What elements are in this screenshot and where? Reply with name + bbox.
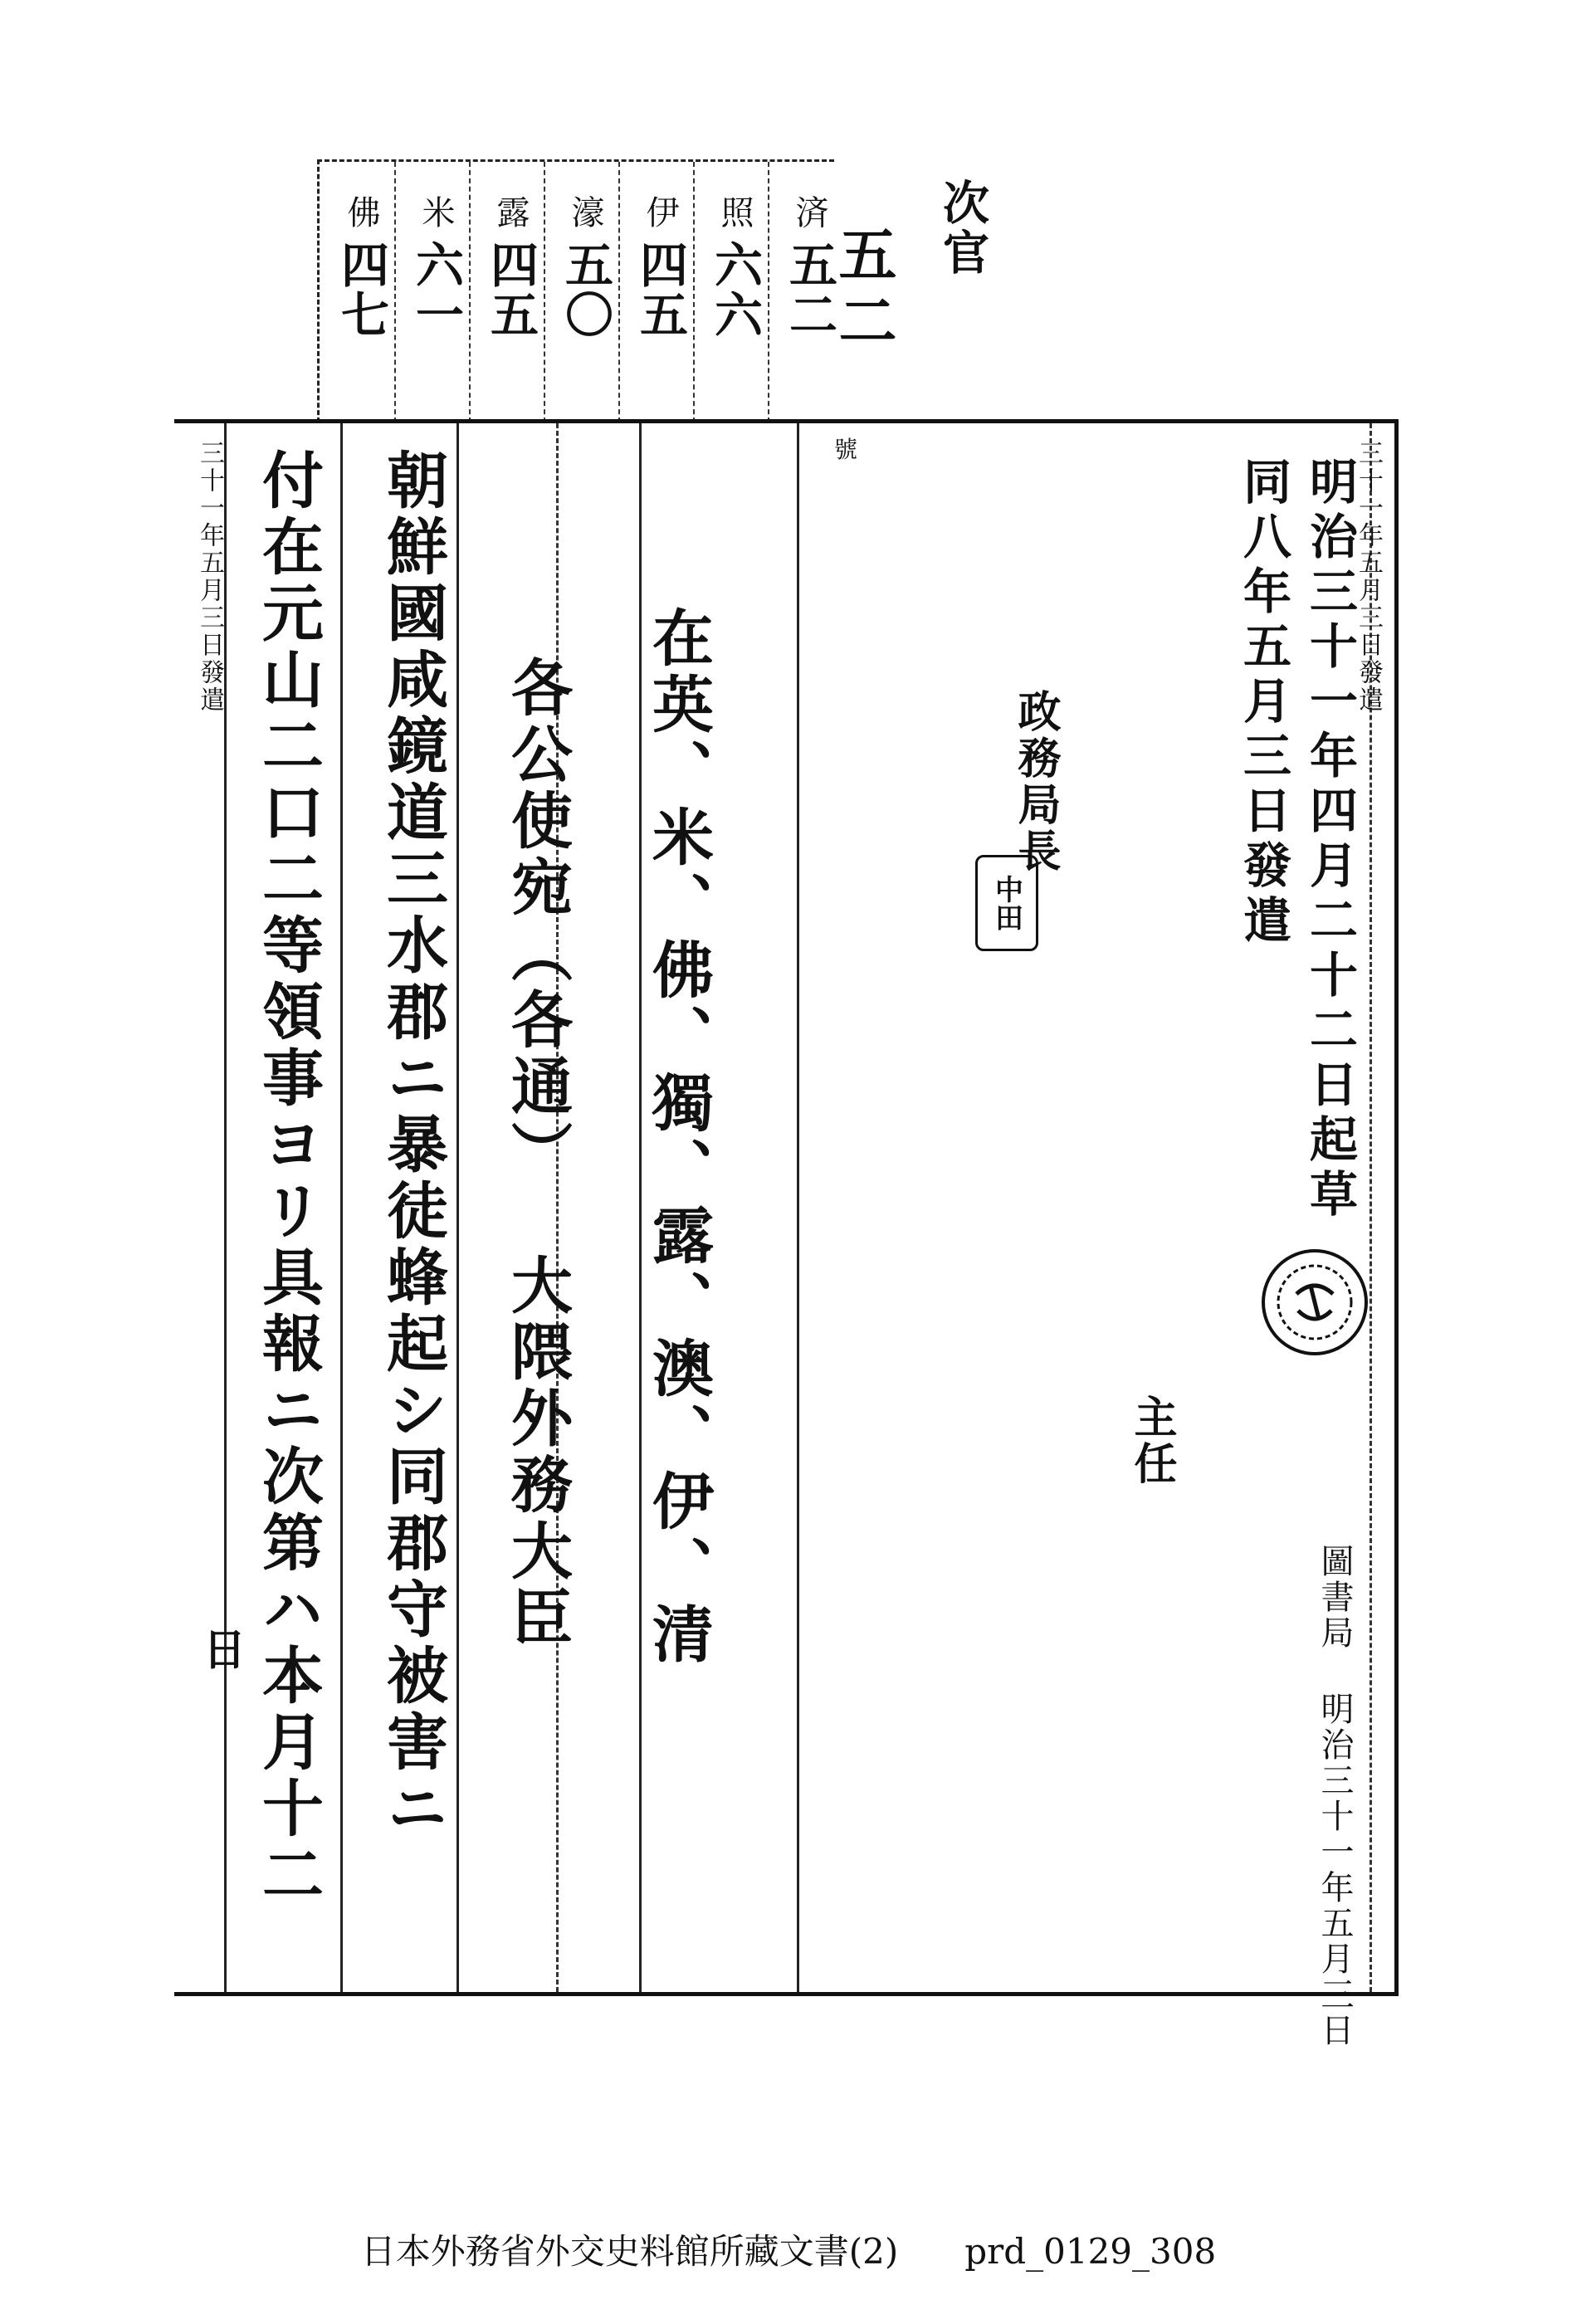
slip-column bbox=[632, 195, 688, 339]
slip-divider bbox=[693, 162, 695, 422]
approval-seal bbox=[1262, 1249, 1368, 1355]
slip-column bbox=[333, 195, 389, 339]
slip-label: 済 bbox=[790, 195, 828, 232]
date-sent-text: 八年五月三日發遣 bbox=[1235, 511, 1291, 950]
form-rule bbox=[224, 423, 227, 1992]
slip-number: 四五 bbox=[482, 240, 539, 339]
slip-column bbox=[482, 195, 539, 339]
document-number: 五二 bbox=[829, 224, 898, 357]
bureau-label: 政務局長 bbox=[1010, 689, 1061, 875]
slip-number: 五二 bbox=[781, 240, 837, 339]
form-rule bbox=[639, 423, 642, 1992]
slip-column bbox=[557, 195, 613, 339]
slip-column bbox=[408, 195, 464, 339]
form-rule bbox=[797, 423, 799, 1992]
body-line-sender: 大隈外務大臣 bbox=[501, 1253, 573, 1652]
routing-slip bbox=[317, 159, 837, 422]
archive-title: 日本外務省外交史料館所藏文書(2) bbox=[360, 2231, 899, 2272]
body-line-main: 付在元山二口二等領事ヨリ具報ニ次第ハ本月十二 bbox=[252, 448, 324, 1909]
slip-divider bbox=[394, 162, 396, 422]
slip-column bbox=[706, 195, 763, 339]
slip-number: 四五 bbox=[632, 240, 688, 339]
document-number-label: 號 bbox=[834, 436, 858, 463]
date-era: 明治 bbox=[1301, 456, 1358, 566]
slip-label: 照 bbox=[715, 195, 754, 232]
slip-number: 六六 bbox=[706, 240, 763, 339]
slip-number: 六一 bbox=[408, 240, 464, 339]
seal-icon bbox=[1265, 1252, 1365, 1352]
slip-label: 伊 bbox=[641, 195, 679, 232]
slip-divider bbox=[469, 162, 471, 422]
slip-number: 四七 bbox=[333, 240, 389, 339]
slip-label: 濠 bbox=[566, 195, 604, 232]
body-line-main: 朝鮮國咸鏡道三水郡ニ暴徒蜂起シ同郡守被害ニ bbox=[377, 448, 448, 1843]
date-sent bbox=[1228, 456, 1298, 950]
name-stamp: 中田 bbox=[975, 855, 1038, 951]
date-drafted-text: 三十一年四月二十二日起草 bbox=[1301, 566, 1358, 1223]
slip-divider bbox=[544, 162, 545, 422]
body-line-addressee: 各公使宛（各通） bbox=[501, 656, 573, 1187]
slip-label: 露 bbox=[491, 195, 530, 232]
registry-stamp: 圖書局 明治三十一年五月三日 bbox=[1316, 1544, 1354, 2048]
left-edge-strip: 三十一年五月三日發遣 bbox=[195, 440, 224, 714]
archive-caption bbox=[0, 2224, 1577, 2274]
date-same: 同 bbox=[1235, 456, 1291, 511]
vice-minister-label: 次官 bbox=[935, 178, 990, 278]
body-line-recipients: 在英、米、佛、獨、露、澳、伊、清 bbox=[642, 606, 714, 1668]
form-rule bbox=[456, 423, 459, 1992]
body-line-main: 日 bbox=[195, 1627, 246, 1673]
slip-label: 佛 bbox=[342, 195, 380, 232]
person-in-charge-label: 主任 bbox=[1126, 1394, 1177, 1487]
slip-number: 五〇 bbox=[557, 240, 613, 339]
slip-divider bbox=[768, 162, 769, 422]
archive-id: prd_0129_308 bbox=[964, 2231, 1217, 2272]
slip-label: 米 bbox=[417, 195, 455, 232]
slip-divider bbox=[618, 162, 620, 422]
right-edge-strip: 三十一年五月三日發遣 bbox=[1354, 440, 1383, 714]
telegram-form bbox=[174, 419, 1399, 2048]
form-rule bbox=[340, 423, 343, 1992]
